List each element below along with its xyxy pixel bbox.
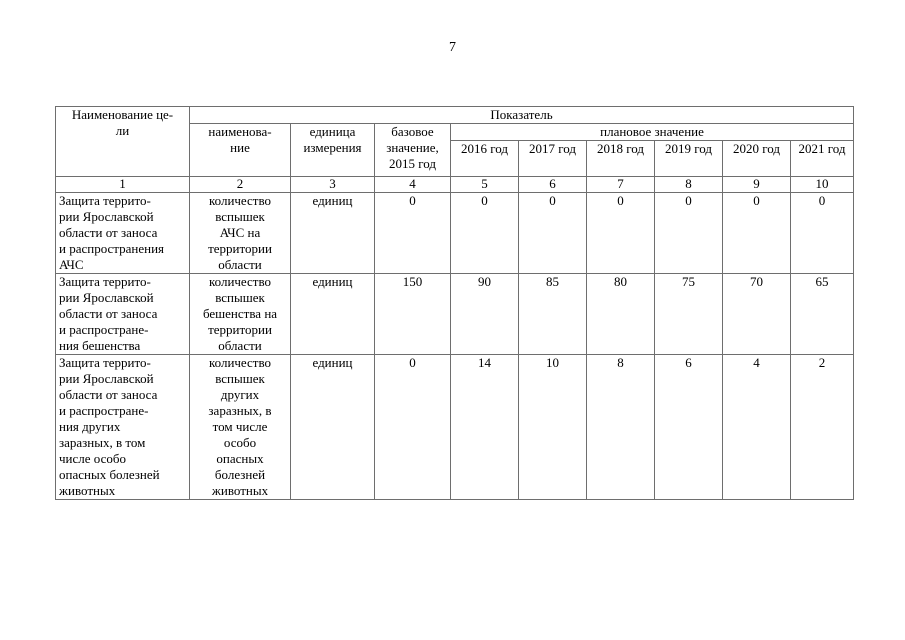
header-year: 2021 год (791, 141, 854, 177)
indicator-name-cell: количество вспышек бешенства на территории области (190, 274, 291, 355)
unit-cell: единиц (291, 193, 375, 274)
header-year: 2016 год (451, 141, 519, 177)
planned-value-cell: 0 (791, 193, 854, 274)
planned-value-cell: 8 (587, 355, 655, 500)
planned-value-cell: 90 (451, 274, 519, 355)
unit-cell: единиц (291, 355, 375, 500)
header-year: 2019 год (655, 141, 723, 177)
table-row (56, 355, 854, 500)
header-year: 2018 год (587, 141, 655, 177)
planned-value-cell: 65 (791, 274, 854, 355)
column-number: 7 (587, 177, 655, 193)
column-number: 5 (451, 177, 519, 193)
page-number: 7 (449, 40, 456, 55)
planned-value-cell: 2 (791, 355, 854, 500)
header-year: 2020 год (723, 141, 791, 177)
planned-value-cell: 0 (655, 193, 723, 274)
goal-cell: Защита террито- рии Ярославской области от заноса и распростране- ния других заразных, в том числе особо опасных болезней животных (56, 355, 190, 500)
indicator-name-cell: количество вспышек других заразных, в том числе особо опасных болезней животных (190, 355, 291, 500)
base-value-cell: 0 (375, 193, 451, 274)
header-base-value: базовое значение, 2015 год (375, 124, 451, 177)
indicator-name-cell: количество вспышек АЧС на территории области (190, 193, 291, 274)
header-goal-name: Наименование це- ли (56, 107, 190, 177)
header-name: наименова- ние (190, 124, 291, 177)
planned-value-cell: 70 (723, 274, 791, 355)
header-indicator: Показатель (190, 107, 854, 124)
table-row (56, 274, 854, 355)
column-number: 6 (519, 177, 587, 193)
base-value-cell: 0 (375, 355, 451, 500)
planned-value-cell: 0 (587, 193, 655, 274)
header-unit: единица измерения (291, 124, 375, 177)
column-number: 3 (291, 177, 375, 193)
column-number: 8 (655, 177, 723, 193)
header-planned-value: плановое значение (451, 124, 854, 141)
planned-value-cell: 10 (519, 355, 587, 500)
unit-cell: единиц (291, 274, 375, 355)
planned-value-cell: 0 (519, 193, 587, 274)
header-year: 2017 год (519, 141, 587, 177)
planned-value-cell: 4 (723, 355, 791, 500)
column-number: 2 (190, 177, 291, 193)
indicators-table (55, 106, 854, 500)
planned-value-cell: 0 (451, 193, 519, 274)
planned-value-cell: 14 (451, 355, 519, 500)
base-value-cell: 150 (375, 274, 451, 355)
column-number: 1 (56, 177, 190, 193)
column-number: 4 (375, 177, 451, 193)
column-number: 9 (723, 177, 791, 193)
planned-value-cell: 85 (519, 274, 587, 355)
planned-value-cell: 6 (655, 355, 723, 500)
planned-value-cell: 0 (723, 193, 791, 274)
goal-cell: Защита террито- рии Ярославской области от заноса и распространения АЧС (56, 193, 190, 274)
column-number-row (56, 177, 854, 193)
planned-value-cell: 75 (655, 274, 723, 355)
goal-cell: Защита террито- рии Ярославской области от заноса и распростране- ния бешенства (56, 274, 190, 355)
table-row (56, 193, 854, 274)
planned-value-cell: 80 (587, 274, 655, 355)
column-number: 10 (791, 177, 854, 193)
